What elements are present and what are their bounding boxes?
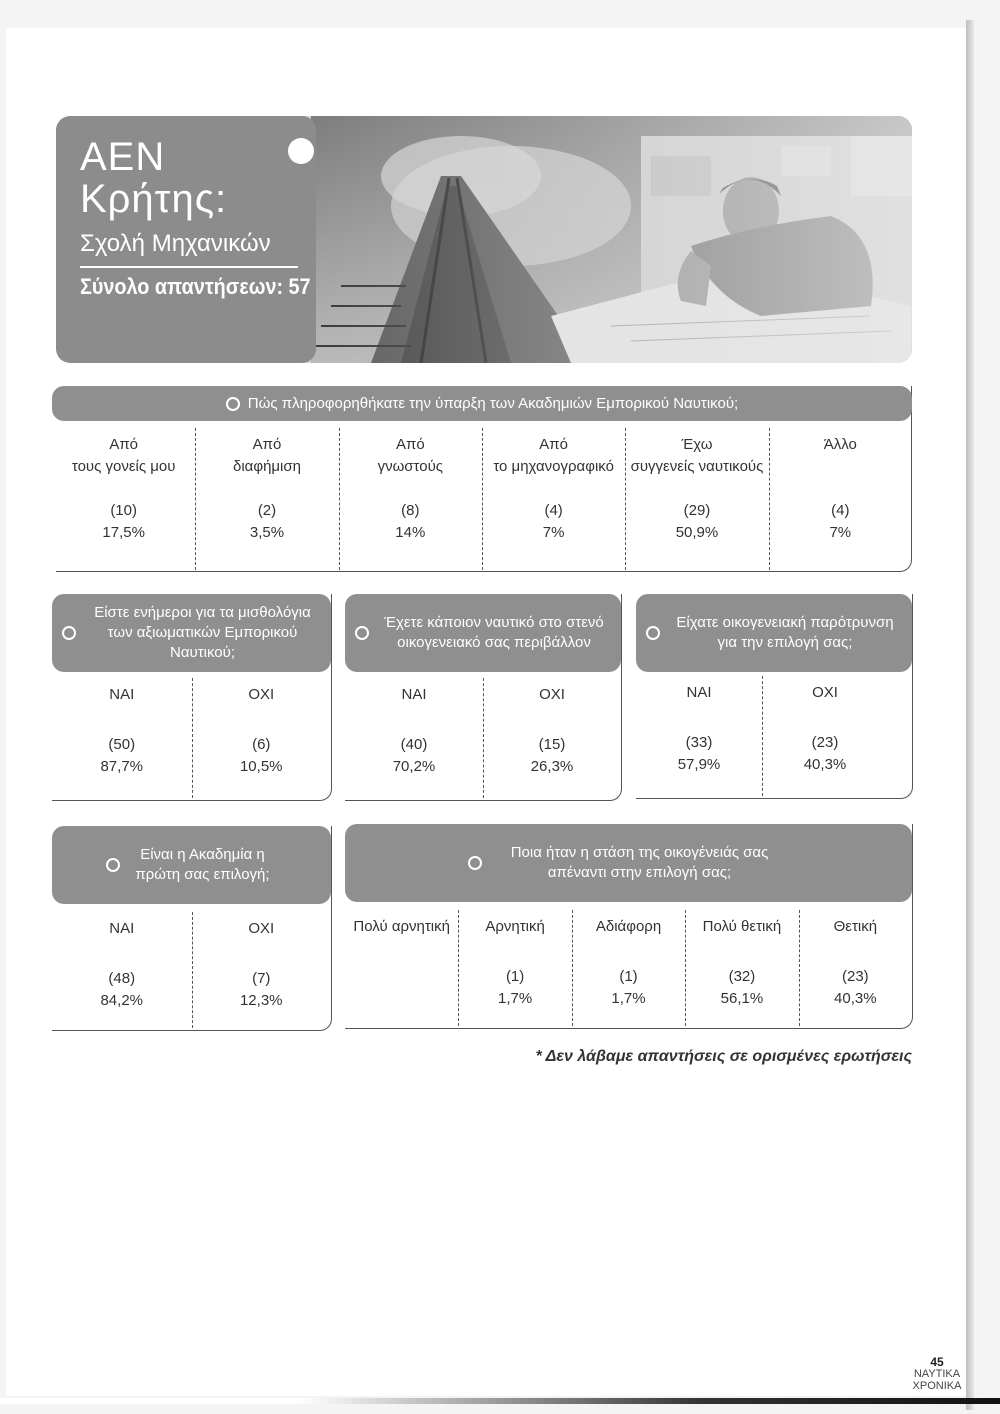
- answer-percent: 84,2%: [100, 992, 144, 1009]
- page-edge-shadow: [966, 20, 974, 1410]
- q5-answer: [192, 912, 332, 1028]
- q4-answer: [762, 676, 888, 796]
- answer-label: ΟΧΙ: [539, 686, 565, 703]
- q2-answer: [192, 678, 332, 798]
- q6-answer: [345, 910, 458, 1026]
- header-total-responses: Σύνολο απαντήσεων: 57: [80, 274, 311, 299]
- answer-count: (2): [257, 502, 277, 519]
- answer-count: (32): [728, 968, 756, 985]
- header-divider: [80, 266, 298, 268]
- answer-percent: 7%: [542, 524, 565, 541]
- page-bottom-edge: [0, 1398, 1000, 1404]
- bullet-icon: [355, 626, 369, 640]
- q5-answers: [52, 912, 331, 1028]
- q5-question-bar: [52, 826, 331, 904]
- q1-answer: [339, 428, 482, 570]
- q3-answers: [345, 678, 621, 798]
- answer-count: (1): [505, 968, 525, 985]
- footnote: * Δεν λάβαμε απαντήσεις σε ορισμένες ερωτήσεις: [535, 1048, 912, 1065]
- answer-count: (23): [811, 734, 839, 751]
- answer-count: (10): [110, 502, 137, 519]
- q1-question: Πώς πληροφορηθήκατε την ύπαρξη των Ακαδημιών Εμπορικού Ναυτικού;: [247, 394, 739, 412]
- header-title: [80, 136, 227, 220]
- page-footer: [912, 1356, 962, 1392]
- answer-label-line2: διαφήμιση: [232, 458, 301, 475]
- answer-count: (6): [252, 736, 271, 753]
- q6-question: Ποια ήταν η στάση της οικογένειάς σας απέναντι στην επιλογή σας;: [510, 844, 769, 881]
- answer-count: (7): [252, 970, 271, 987]
- answer-label: ΝΑΙ: [109, 686, 135, 703]
- bullet-icon: [106, 858, 120, 872]
- answer-count: (4): [544, 502, 563, 519]
- q6-answer: [458, 910, 571, 1026]
- page-number: 45: [930, 1355, 944, 1369]
- answer-label: ΝΑΙ: [401, 686, 427, 703]
- q3-question-bar: [345, 594, 621, 672]
- bullet-icon: [226, 397, 240, 411]
- answer-percent: 1,7%: [498, 990, 533, 1007]
- ship-and-student-photo: [311, 116, 912, 363]
- header-title-line1: ΑΕΝ: [80, 135, 166, 179]
- q4-answers: [636, 676, 888, 796]
- answer-count: (1): [619, 968, 638, 985]
- answer-percent: 3,5%: [249, 524, 285, 541]
- answer-count: (40): [400, 736, 428, 753]
- answer-percent: 50,9%: [675, 524, 719, 541]
- answer-label: Πολύ θετική: [702, 918, 782, 935]
- q5-answer: [52, 912, 192, 1028]
- answer-label-line2: τους γονείς μου: [71, 458, 176, 475]
- answer-label-line2: γνωστούς: [377, 458, 444, 475]
- q3-question: Έχετε κάποιον ναυτικό στο στενό οικογενειακό σας περιβάλλον: [384, 614, 604, 651]
- answer-percent: 56,1%: [720, 990, 764, 1007]
- answer-label-line1: Από: [109, 436, 139, 453]
- q1-answer: [52, 428, 195, 570]
- answer-label-line1: Από: [539, 436, 568, 453]
- q2-question-bar: [52, 594, 331, 672]
- q1-answer: [625, 428, 768, 570]
- q2-answer: [52, 678, 192, 798]
- answer-label: ΟΧΙ: [812, 684, 838, 701]
- answer-count: (4): [831, 502, 850, 519]
- bullet-icon: [62, 626, 76, 640]
- answer-label: Αρνητική: [485, 918, 545, 935]
- q1-answer: [482, 428, 625, 570]
- q1-answers: [52, 428, 912, 570]
- answer-label: Αδιάφορη: [595, 918, 662, 935]
- q3-answer: [483, 678, 621, 798]
- answer-percent: 26,3%: [530, 758, 574, 775]
- q6-answers: [345, 910, 912, 1026]
- header-subtitle: Σχολή Μηχανικών: [80, 230, 271, 257]
- bullet-icon: [646, 626, 660, 640]
- answer-label-line1: Έχω: [681, 436, 713, 453]
- answer-label: ΟΧΙ: [248, 920, 275, 937]
- header-title-line2: Κρήτης:: [80, 177, 228, 221]
- answer-label-line2: συγγενείς ναυτικούς: [630, 458, 764, 475]
- answer-percent: 70,2%: [392, 758, 436, 775]
- answer-percent: 57,9%: [677, 756, 721, 773]
- answer-count: (29): [683, 502, 711, 519]
- answer-label-line2: το μηχανογραφικό: [493, 458, 614, 475]
- q6-answer: [799, 910, 912, 1026]
- answer-percent: 17,5%: [102, 524, 145, 541]
- answer-count: (23): [841, 968, 869, 985]
- answer-percent: 12,3%: [239, 992, 283, 1009]
- tag-hole-icon: [288, 138, 314, 164]
- header-banner: [56, 116, 912, 363]
- answer-count: (8): [401, 502, 420, 519]
- answer-percent: 87,7%: [100, 758, 144, 775]
- q1-answer: [769, 428, 912, 570]
- answer-percent: 14%: [395, 524, 426, 541]
- q6-answer: [572, 910, 685, 1026]
- answer-label-line1: Άλλο: [823, 436, 857, 453]
- q4-question-bar: [636, 594, 912, 672]
- q4-answer: [636, 676, 762, 796]
- answer-percent: 1,7%: [611, 990, 646, 1007]
- answer-label: Πολύ αρνητική: [353, 918, 450, 935]
- q2-answers: [52, 678, 331, 798]
- answer-label: ΟΧΙ: [248, 686, 275, 703]
- q3-answer: [345, 678, 483, 798]
- answer-count: (15): [538, 736, 566, 753]
- answer-label: ΝΑΙ: [109, 920, 135, 937]
- q6-question-bar: [345, 824, 912, 902]
- magazine-name-line1: ΝΑΥΤΙΚΑ: [913, 1368, 961, 1380]
- answer-count: (33): [685, 734, 713, 751]
- answer-count: (50): [108, 736, 136, 753]
- q1-answer: [195, 428, 338, 570]
- q1-question-bar: [52, 386, 912, 421]
- answer-label-line1: Από: [395, 436, 425, 453]
- answer-label: ΝΑΙ: [686, 684, 712, 701]
- answer-label-line1: Από: [252, 436, 282, 453]
- bullet-icon: [468, 856, 482, 870]
- answer-percent: 40,3%: [834, 990, 877, 1007]
- answer-percent: 10,5%: [239, 758, 283, 775]
- header-label-panel: [56, 116, 316, 363]
- q6-answer: [685, 910, 798, 1026]
- answer-percent: 40,3%: [803, 756, 847, 773]
- answer-count: (48): [108, 970, 136, 987]
- q5-question: Είναι η Ακαδημία η πρώτη σας επιλογή;: [135, 846, 270, 883]
- magazine-name-line2: ΧΡΟΝΙΚΑ: [912, 1380, 962, 1392]
- answer-percent: 7%: [829, 524, 852, 541]
- q4-question: Είχατε οικογενειακή παρότρυνση για την επιλογή σας;: [676, 614, 894, 651]
- answer-label: Θετική: [833, 918, 878, 935]
- q2-question: Είστε ενήμεροι για τα μισθολόγια των αξιωματικών Εμπορικού Ναυτικού;: [94, 604, 311, 661]
